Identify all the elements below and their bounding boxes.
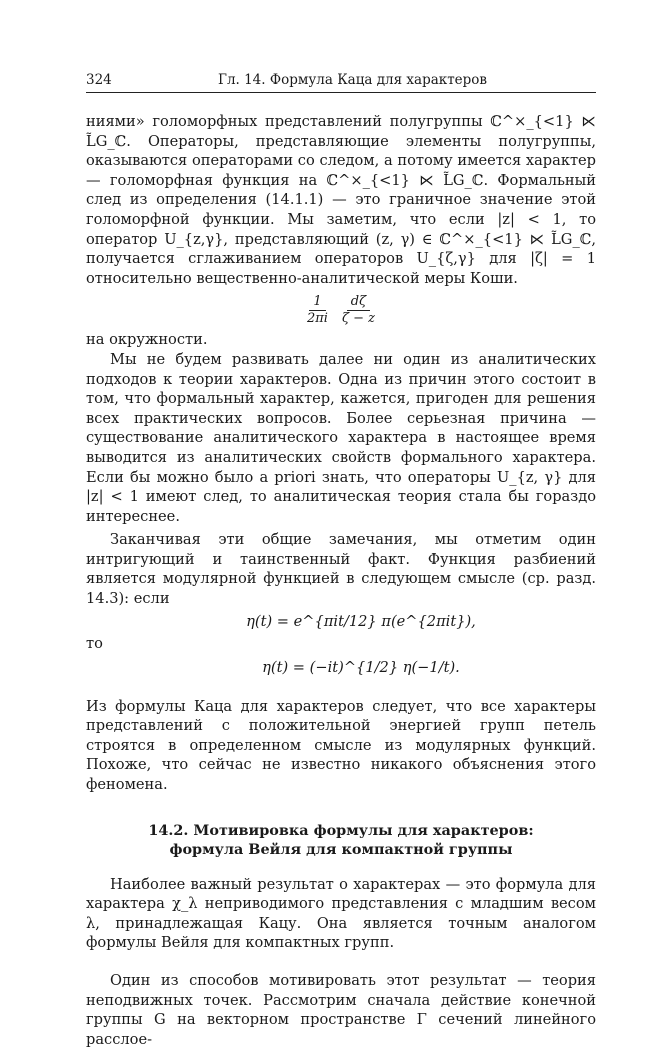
section-title-line-2: формула Вейля для компактной группы [169, 840, 513, 858]
fraction-coefficient: $\frac{1}{2\pi i}$ [306, 294, 328, 327]
paragraph-modular-fact: Заканчивая эти общие замечания, мы отметим один интригующий и таинственный факт. Функция разбиений является модулярной функцией в следующем смысле (ср. разд. 14.3): если [86, 531, 596, 608]
fraction-measure: $\frac{d\zeta}{\zeta - z}$ [341, 294, 376, 327]
paragraph-analytic-approaches: Мы не будем развивать далее ни один из аналитических подходов к теории характеров. Одна из причин этого состоит в том, что формальный характер, кажется, пригоден для решения всех практических вопросов. Более серьезная причина — существование аналитического характера в настоящее время выводится из аналитических свойств формального характера. Если бы можно было a priori знать, что операторы U_{z, γ} для |z| < 1 имеют след, то аналитическая теория стала бы гораздо интереснее. [86, 350, 596, 525]
eta-modular-formula: η(t) = (−it)^{1/2} η(−1/t). [262, 658, 460, 676]
section-title-line-1: 14.2. Мотивировка формулы для характеров: [148, 821, 534, 839]
paragraph-kac-formula: Наиболее важный результат о характерах — это формула для характера χ_λ неприводимого представления с младшим весом λ, принадлежащая Кацу. Она является точным аналогом формулы Вейля для компактных групп. [86, 875, 596, 952]
eta-definition-formula: η(t) = e^{πit/12} π(e^{2πit}), [246, 612, 476, 630]
paragraph-on-circle: на окружности. [86, 331, 208, 349]
cauchy-measure-formula [86, 294, 596, 327]
running-title: Гл. 14. Формула Каца для характеров [218, 72, 488, 88]
paragraph-fixed-points: Один из способов мотивировать этот результат — теория неподвижных точек. Рассмотрим сначала действие конечной группы G на векторном пространстве Γ сечений линейного расслое- [86, 972, 596, 1048]
page-number: 324 [86, 72, 112, 88]
paragraph-modular-functions: Из формулы Каца для характеров следует, что все характеры представлений с положительной энергией групп петель строятся в определенном смысле из модулярных функций. Похоже, что сейчас не известно никакого объяснения этого феномена. [86, 697, 596, 794]
paragraph-holomorphic-reps: ниями» голоморфных представлений полугруппы ℂ^×_{<1} ⋉ L̃G_ℂ. Операторы, представляющие элементы полугруппы, оказываются операторами со следом, а потому имеется характер — голоморфная функция на ℂ^×_{<1} ⋉ L̃G_ℂ. Формальный след из определения (14.1.1) — это граничное значение этой голоморфной функции. Мы заметим, что если |z| < 1, то оператор U_{z,γ}, представляющий (z, γ) ∈ ℂ^×_{<1} ⋉ L̃G_ℂ, получается сглаживанием операторов U_{ζ,γ} для |ζ| = 1 относительно вещественно-аналитической меры Коши. [86, 113, 596, 287]
page-header [86, 70, 596, 93]
book-page [86, 70, 596, 1049]
connective-text: то [86, 634, 103, 652]
section-title [86, 821, 596, 859]
